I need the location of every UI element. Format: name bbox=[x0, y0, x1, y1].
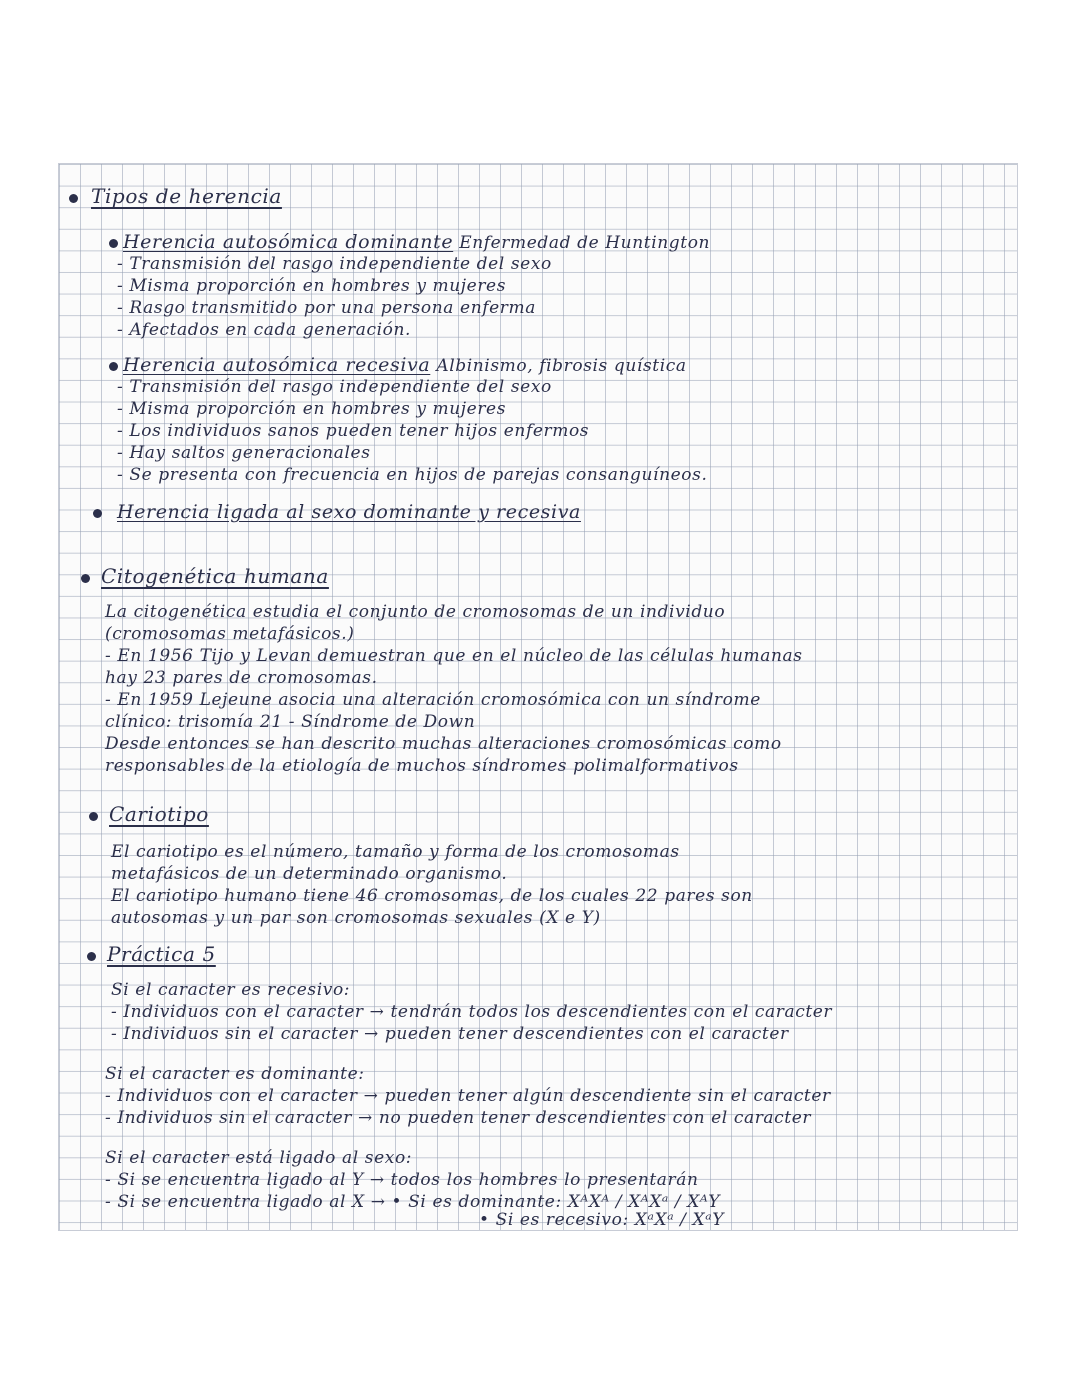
paragraph-line: responsables de la etiología de muchos síndromes polimalformativos bbox=[105, 756, 739, 776]
list-item: - Los individuos sanos pueden tener hijos enfermos bbox=[117, 421, 590, 441]
subsection-title-ligada: Herencia ligada al sexo dominante y recesiva bbox=[117, 501, 581, 523]
paragraph-line: - Individuos con el caracter → tendrán todos los descendientes con el caracter bbox=[111, 1002, 833, 1022]
paragraph-line: Si el caracter está ligado al sexo: bbox=[105, 1148, 413, 1168]
list-item: - Afectados en cada generación. bbox=[117, 320, 412, 340]
section-title-tipos: Tipos de herencia bbox=[91, 184, 282, 208]
paragraph-line: El cariotipo es el número, tamaño y forma de los cromosomas bbox=[111, 842, 680, 862]
list-item: - Misma proporción en hombres y mujeres bbox=[117, 276, 507, 296]
paragraph-line: - Individuos con el caracter → pueden tener algún descendiente sin el caracter bbox=[105, 1086, 831, 1106]
paragraph-line: clínico: trisomía 21 - Síndrome de Down bbox=[105, 712, 476, 732]
paragraph-line: - En 1959 Lejeune asocia una alteración cromosómica con un síndrome bbox=[105, 690, 761, 710]
paragraph-line: (cromosomas metafásicos.) bbox=[105, 624, 355, 644]
list-item: - Misma proporción en hombres y mujeres bbox=[117, 399, 507, 419]
section-title-citogenetica: Citogenética humana bbox=[101, 564, 329, 588]
list-item: - Transmisión del rasgo independiente del sexo bbox=[117, 377, 552, 397]
list-item: - Se presenta con frecuencia en hijos de parejas consanguíneos. bbox=[117, 465, 708, 485]
section-title-practica: Práctica 5 bbox=[107, 942, 216, 966]
bullet-icon bbox=[81, 574, 90, 583]
bullet-icon bbox=[93, 509, 102, 518]
paragraph-line: - Individuos sin el caracter → no pueden tener descendientes con el caracter bbox=[105, 1108, 812, 1128]
paragraph-line: metafásicos de un determinado organismo. bbox=[111, 864, 508, 884]
paragraph-line: La citogenética estudia el conjunto de cromosomas de un individuo bbox=[105, 602, 726, 622]
bullet-icon bbox=[89, 812, 98, 821]
paragraph-line: Si el caracter es recesivo: bbox=[111, 980, 351, 1000]
bullet-icon bbox=[87, 952, 96, 961]
example-dominante: Enfermedad de Huntington bbox=[459, 233, 711, 253]
bullet-icon bbox=[69, 194, 78, 203]
list-item: - Hay saltos generacionales bbox=[117, 443, 371, 463]
subsection-title-dominante: Herencia autosómica dominante bbox=[123, 231, 454, 253]
paragraph-line: autosomas y un par son cromosomas sexuales (X e Y) bbox=[111, 908, 601, 928]
paragraph-line: - Si se encuentra ligado al Y → todos los hombres lo presentarán bbox=[105, 1170, 699, 1190]
subsection-recesiva bbox=[123, 355, 687, 376]
paragraph-line: • Si es recesivo: XᵃXᵃ / XᵃY bbox=[479, 1210, 725, 1230]
list-item: - Transmisión del rasgo independiente del sexo bbox=[117, 254, 552, 274]
paragraph-line: Desde entonces se han descrito muchas alteraciones cromosómicas como bbox=[105, 734, 782, 754]
section-title-cariotipo: Cariotipo bbox=[109, 802, 209, 826]
list-item: - Rasgo transmitido por una persona enferma bbox=[117, 298, 536, 318]
subsection-dominante bbox=[123, 232, 710, 253]
paragraph-line: - En 1956 Tijo y Levan demuestran que en el núcleo de las células humanas bbox=[105, 646, 803, 666]
example-recesiva: Albinismo, fibrosis quística bbox=[436, 356, 687, 376]
paragraph-line: Si el caracter es dominante: bbox=[105, 1064, 365, 1084]
paragraph-line: - Si se encuentra ligado al X → • Si es dominante: XᴬXᴬ / XᴬXᵃ / XᴬY bbox=[105, 1192, 721, 1212]
paragraph-line: - Individuos sin el caracter → pueden tener descendientes con el caracter bbox=[111, 1024, 789, 1044]
subsection-title-recesiva: Herencia autosómica recesiva bbox=[123, 354, 431, 376]
bullet-icon bbox=[109, 362, 118, 371]
paragraph-line: El cariotipo humano tiene 46 cromosomas, de los cuales 22 pares son bbox=[111, 886, 753, 906]
paragraph-line: hay 23 pares de cromosomas. bbox=[105, 668, 378, 688]
bullet-icon bbox=[109, 239, 118, 248]
notebook-page bbox=[58, 163, 1018, 1231]
